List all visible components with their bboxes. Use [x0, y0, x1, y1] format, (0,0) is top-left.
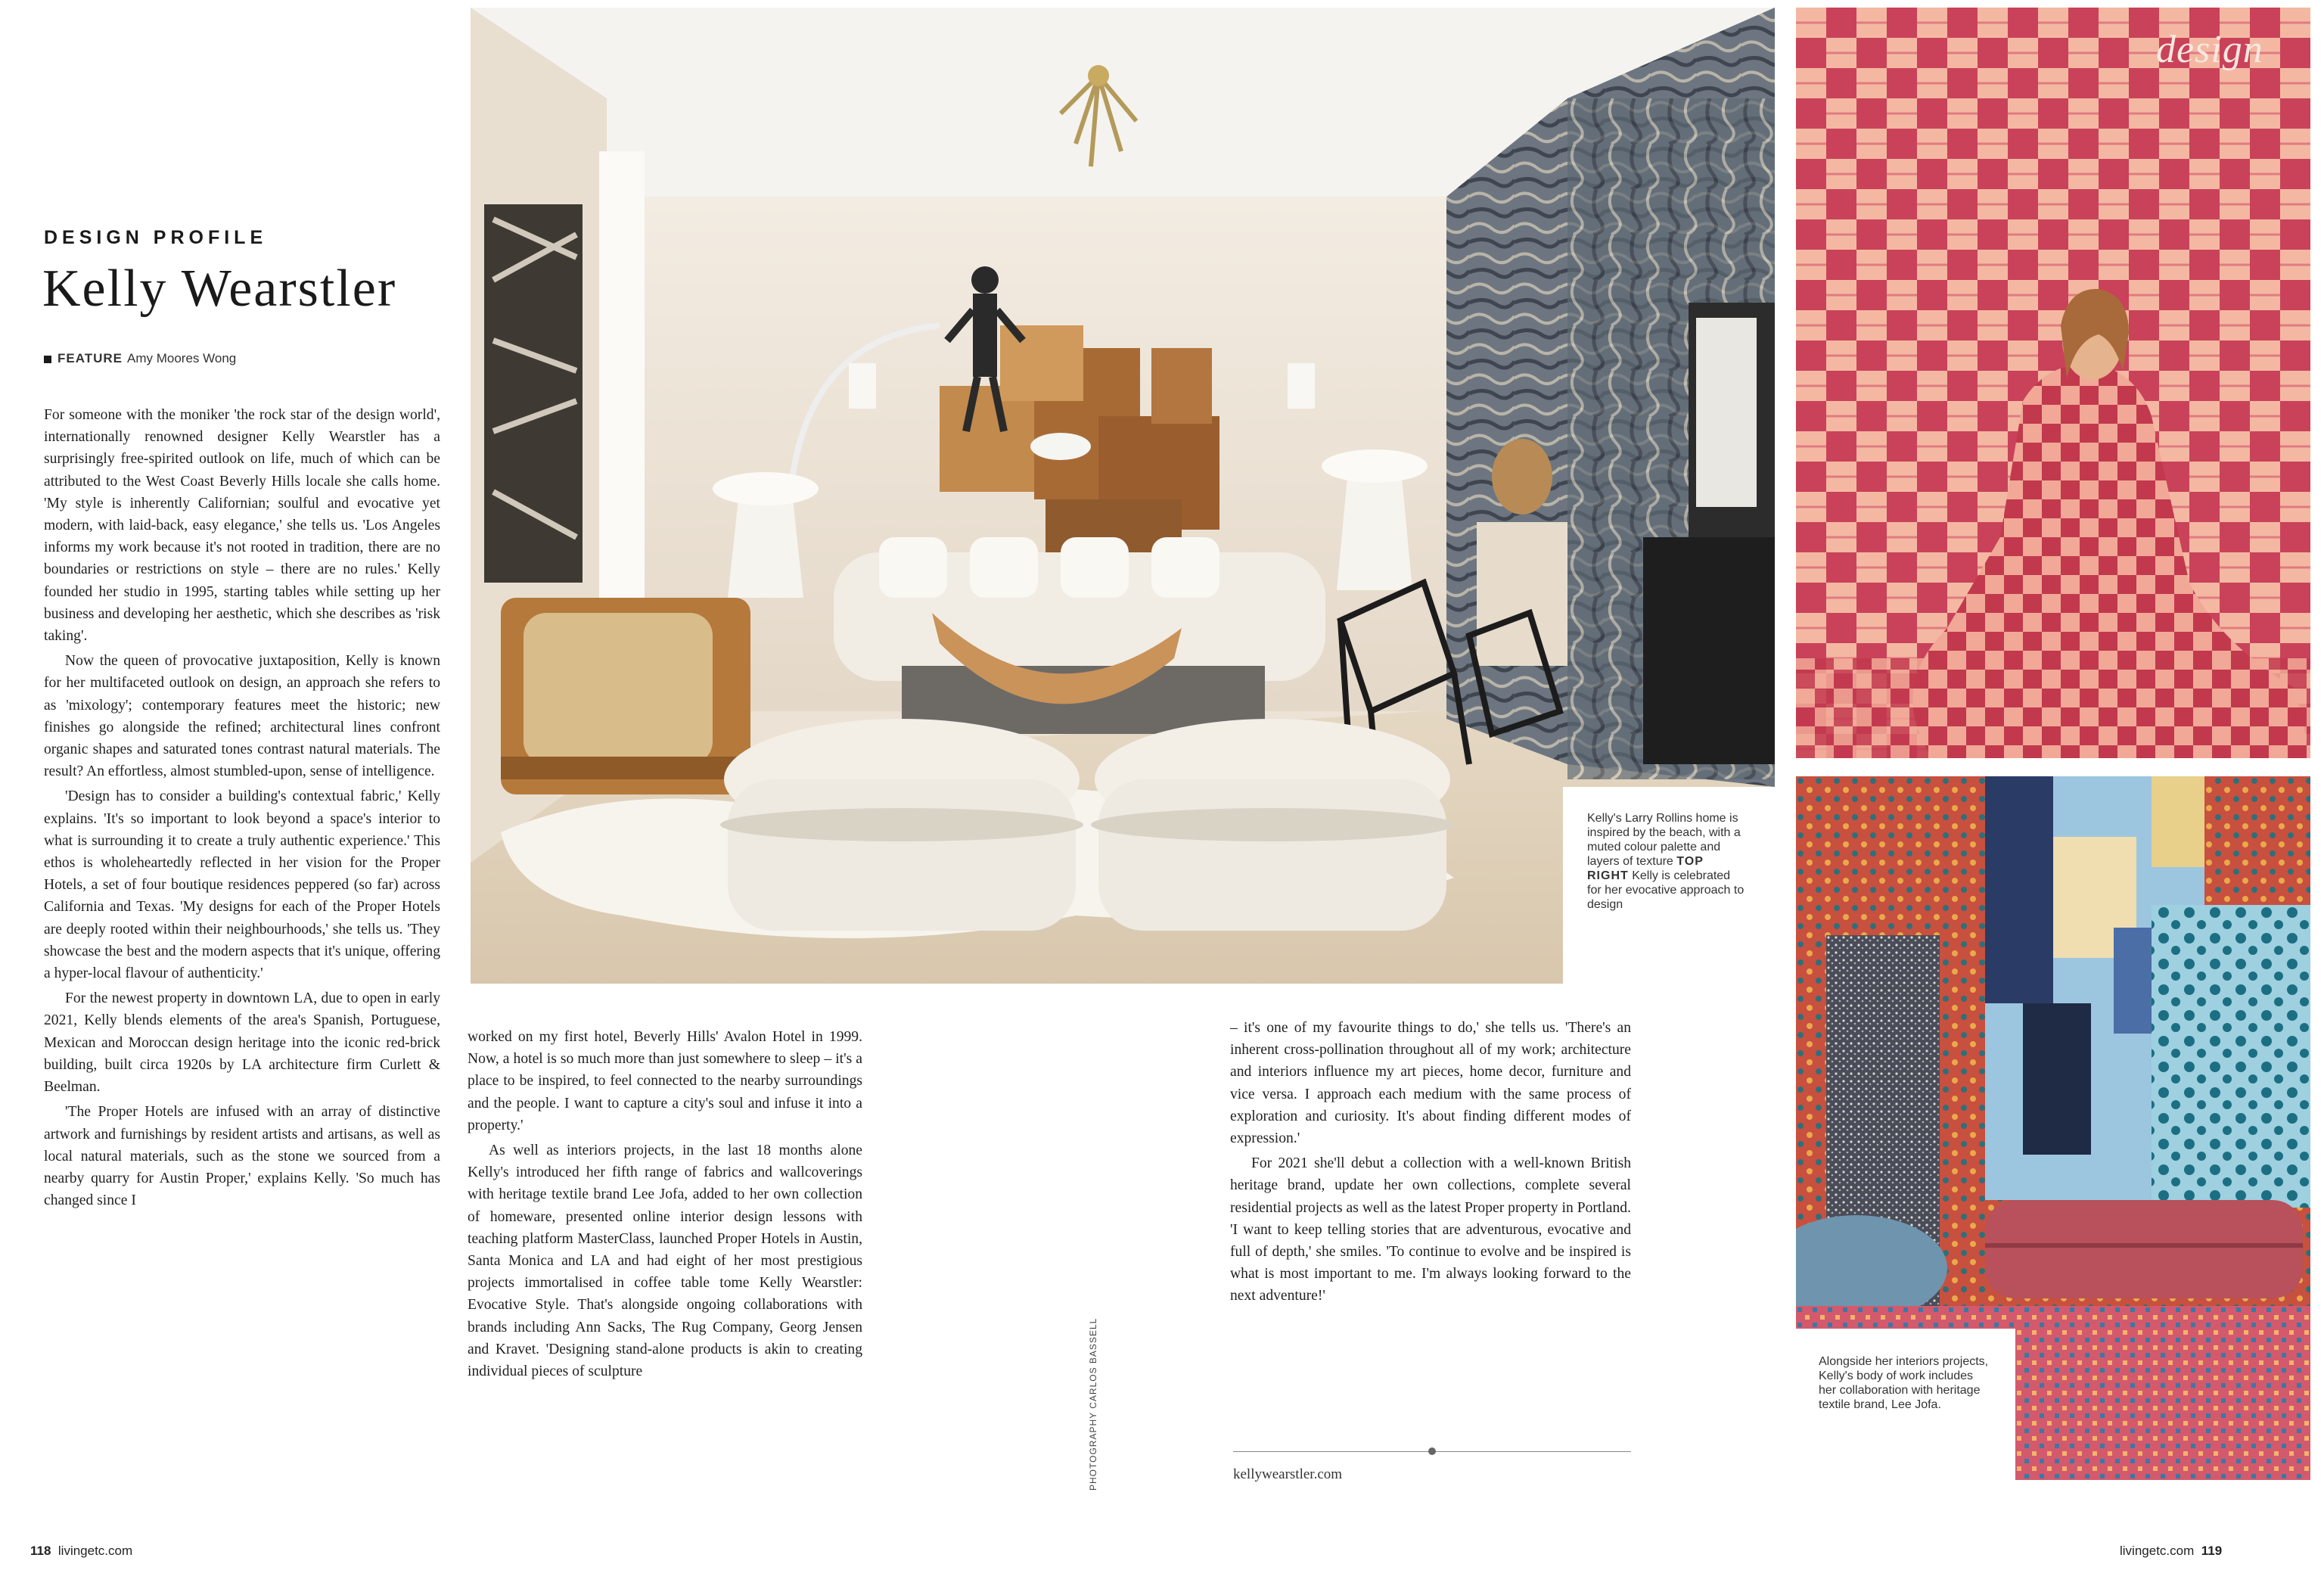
paragraph: – it's one of my favourite things to do,' she tells us. 'There's an inherent cross-pollination throughout all of my work; architecture and interiors influence my art pieces, home decor, furniture and vice versa. I approach each medium with the same process of exploration and curiosity. It's about finding different modes of expression.': [1230, 1020, 1631, 1147]
article-column-3: [1230, 1017, 1631, 1426]
paragraph: For the newest property in downtown LA, due to open in early 2021, Kelly blends elements of the area's Spanish, Portuguese, Mexican and Moroccan design heritage into the iconic red-brick building, built circa 1920s by LA architecture firm Curlett & Beelman.: [44, 990, 440, 1096]
byline-author: Amy Moores Wong: [127, 351, 237, 365]
end-rule-ornament: [1428, 1447, 1436, 1455]
living-room-illustration: [471, 8, 1775, 984]
article-title: Kelly Wearstler: [42, 260, 397, 318]
folio-left-site: livingetc.com: [57, 1544, 133, 1558]
paragraph: As well as interiors projects, in the last 18 months alone Kelly's introduced her fifth range of fabrics and wallcoverings with heritage textile brand Lee Jofa, added to her own collection of homeware, presented online interior design lessons with teaching platform MasterClass, launched Proper Hotels in Austin, Santa Monica and LA and had eight of her most prestigious projects immortalised in coffee table tome Kelly Wearstler: Evocative Style. That's alongside ongoing collaborations with brands including Ann Sacks, The Rug Company, Georg Jensen and Kravet. 'Designing stand-alone products is akin to creating individual pieces of sculpture: [468, 1143, 862, 1380]
folio-right-number: 119: [2201, 1544, 2223, 1558]
paragraph: For someone with the moniker 'the rock star of the design world', internationally renowned designer Kelly Wearstler has a surprisingly free-spirited outlook on life, much of which can be attributed to the West Coast Beverly Hills locale she calls home. 'My style is inherently Californian; soulful and evocative yet modern, with laid-back, easy elegance,' she tells us. 'Los Angeles informs my work because it's not rooted in tradition, there are no boundaries or restrictions on style – there are no rules.' Kelly founded her studio in 1995, starting tables while setting up her business and developing her aesthetic, which she describes as 'risk taking'.: [44, 407, 440, 645]
byline-marker: [44, 356, 51, 363]
caption-label: TOP RIGHT: [1587, 855, 1704, 882]
main-photo-caption: [1587, 811, 1746, 912]
caption-text-2: Kelly is celebrated for her evocative approach to design: [1587, 869, 1745, 911]
paragraph: Now the queen of provocative juxtaposition, Kelly is known for her multifaceted outlook on design, an approach she refers to as 'mixology'; contemporary features meet the historic; new finishes go alongside the refined; architectural lines confront organic shapes and saturated tones contrast natural materials. The result? An effortless, almost stumbled-upon, sense of intelligence.: [44, 653, 440, 780]
living-room-photo: [471, 8, 1775, 984]
photo-credit-text: PHOTOGRAPHY CARLOS BASSELL: [1088, 1317, 1098, 1491]
folio-right: [2120, 1544, 2222, 1559]
portrait-photo: [1796, 8, 2310, 758]
portrait-illustration: [1796, 8, 2310, 758]
folio-right-site: livingetc.com: [2120, 1544, 2195, 1558]
section-tag: design: [2156, 28, 2263, 71]
paragraph: 'The Proper Hotels are infused with an array of distinctive artwork and furnishings by resident artists and artisans, as well as local natural materials, such as the stone we sourced from a nearby quarry for Austin Proper,' explains Kelly. 'So much has changed since I: [44, 1104, 440, 1209]
folio-left-number: 118: [30, 1544, 51, 1558]
byline-label: FEATURE: [57, 351, 123, 365]
caption-text: Kelly's Larry Rollins home is inspired by the beach, with a muted colour palette and layers of texture: [1587, 812, 1741, 868]
article-column-1: [44, 404, 440, 1494]
website-link[interactable]: kellywearstler.com: [1233, 1466, 1343, 1482]
paragraph: For 2021 she'll debut a collection with a well-known British heritage brand, update her own collections, complete several residential projects as well as the latest Proper property in Portland. 'I want to keep telling stories that are adventurous, evocative and full of depth,' she smiles. 'To continue to evolve and be inspired is what is most important to me. I'm always looking forward to the next adventure!': [1230, 1155, 1631, 1304]
folio-left: [30, 1544, 132, 1559]
collage-caption: Alongside her interiors projects, Kelly's body of work includes her collaboration with heritage textile brand, Lee Jofa.: [1819, 1355, 1989, 1411]
paragraph: 'Design has to consider a building's contextual fabric,' Kelly explains. 'It's so important to look beyond a space's interior to what is surrounding it to create a truly authentic experience.' This ethos is wholeheartedly reflected in her vision for the Proper Hotels, a set of four boutique residences peppered (so far) across California and Texas. 'My designs for each of the Proper Hotels are deeply rooted within their neighbourhoods,' she tells us. 'They showcase the best and the modern aspects that it's unique, offering a hyper-local flavour of authenticity.': [44, 788, 440, 982]
paragraph: worked on my first hotel, Beverly Hills' Avalon Hotel in 1999. Now, a hotel is so much more than just somewhere to sleep – it's a place to be inspired, to feel connected to the nearby surroundings and the people. I want to capture a city's soul and infuse it into a property.': [468, 1029, 862, 1133]
article-column-2: [468, 1026, 862, 1495]
byline: [44, 351, 236, 366]
section-kicker: DESIGN PROFILE: [44, 227, 268, 248]
photo-credit: [1088, 1279, 1108, 1491]
